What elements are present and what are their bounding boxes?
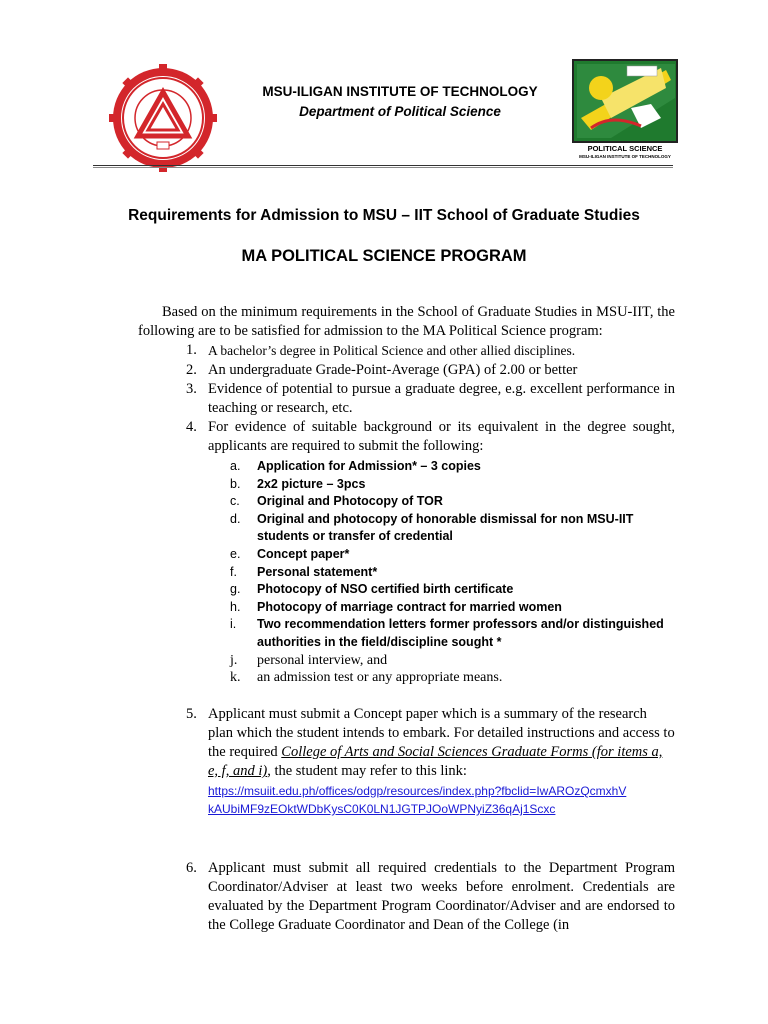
sublist-item [230,511,680,546]
requirements-list-continued [138,705,675,818]
sublist-letter: b. [230,476,241,491]
resources-link-line-1[interactable]: https://msuiit.edu.ph/offices/odgp/resources/index.php?fbclid=IwAROzQcmxhV [208,784,627,798]
item-text: A bachelor’s degree in Political Science and other allied disciplines. [208,343,576,358]
requirements-list [138,341,675,456]
sublist-text: Concept paper* [257,546,350,561]
sublist-item [230,476,680,494]
sublist-letter: h. [230,599,241,614]
list-item [138,361,675,380]
list-item [138,418,675,456]
item-number: 4. [186,419,197,435]
right-logo-title: POLITICAL SCIENCE [587,144,663,153]
list-item [138,380,675,418]
sublist-text: 2x2 picture – 3pcs [257,476,366,491]
item-number: 3. [186,381,197,397]
sublist-item [230,616,680,651]
sublist-item [230,652,680,670]
sublist-letter: k. [230,670,241,686]
sublist-item [230,493,680,511]
item-number: 6. [186,860,197,876]
sublist-letter: i. [230,617,237,632]
item-number: 5. [186,706,197,722]
item-text: Applicant must submit a Concept paper which is a summary of the research plan which the student intends to embark. For detailed instructions and access to the required [208,706,675,760]
resources-link-line-2[interactable]: kAUbiMF9zEOktWDbKysC0K0LN1JGTPJOoWPNyiZ36qAj1Scxc [208,802,556,816]
item-text: Evidence of potential to pursue a graduate degree, e.g. excellent performance in teaching or research, etc. [208,381,675,416]
sublist-letter: j. [230,652,238,668]
list-item [138,341,675,361]
sublist-letter: c. [230,494,240,509]
submission-sublist [230,458,680,687]
sublist-text: Two recommendation letters former professors and/or distinguished authorities in the field/discipline sought * [257,617,664,649]
sublist-text: personal interview, and [257,652,388,668]
sublist-item [230,669,680,687]
header-divider-secondary [93,167,673,168]
item-text-after: , the student may refer to this link: [267,763,467,779]
sublist-text: Personal statement* [257,564,378,579]
list-item [138,859,675,935]
sublist-item [230,458,680,476]
document-title: Requirements for Admission to MSU – IIT School of Graduate Studies [128,207,640,224]
right-logo-caption [571,145,679,161]
item-text: An undergraduate Grade-Point-Average (GPA) of 2.00 or better [208,362,578,378]
right-logo-subtitle: MSU-ILIGAN INSTITUTE OF TECHNOLOGY [579,154,671,159]
sublist-text: Photocopy of NSO certified birth certificate [257,582,514,597]
sublist-letter: g. [230,582,241,597]
item-number: 1. [186,342,197,358]
sublist-item [230,599,680,617]
requirements-list-final [138,859,675,935]
department-name: Department of Political Science [299,104,501,119]
sublist-text: Original and photocopy of honorable dismissal for non MSU-IIT students or transfer of credential [257,511,634,544]
intro-paragraph: Based on the minimum requirements in the School of Graduate Studies in MSU-IIT, the following are to be satisfied for admission to the MA Political Science program: [138,304,675,339]
item-text: For evidence of suitable background or its equivalent in the degree sought, applicants are required to submit the following: [208,419,675,454]
item-number: 2. [186,362,197,378]
sublist-item [230,546,680,564]
sublist-item [230,581,680,599]
item-text: Applicant must submit all required credentials to the Department Program Coordinator/Adviser at least two weeks before enrolment. Credentials are evaluated by the Department Program Coordinator/Adviser and are endorsed to the College Graduate Coordinator and Dean of the College (in [208,860,675,933]
sublist-letter: a. [230,459,241,473]
sublist-text: an admission test or any appropriate means. [257,670,503,686]
list-item [138,705,675,818]
msu-iit-seal-logo [102,64,224,172]
institution-name: MSU-ILIGAN INSTITUTE OF TECHNOLOGY [262,84,538,99]
sublist-letter: f. [230,564,237,579]
sublist-letter: e. [230,546,241,561]
sublist-text: Application for Admission* – 3 copies [257,459,481,473]
sublist-item [230,564,680,582]
sublist-text: Photocopy of marriage contract for married women [257,599,562,614]
resources-link[interactable] [208,782,675,818]
program-title: MA POLITICAL SCIENCE PROGRAM [241,247,527,265]
sublist-letter: d. [230,511,241,526]
header-divider [93,165,673,166]
graduate-forms-link-text[interactable]: College of Arts and Social Sciences Graduate Forms (for items a, e, f, and i) [208,744,663,779]
sublist-text: Original and Photocopy of TOR [257,494,443,509]
